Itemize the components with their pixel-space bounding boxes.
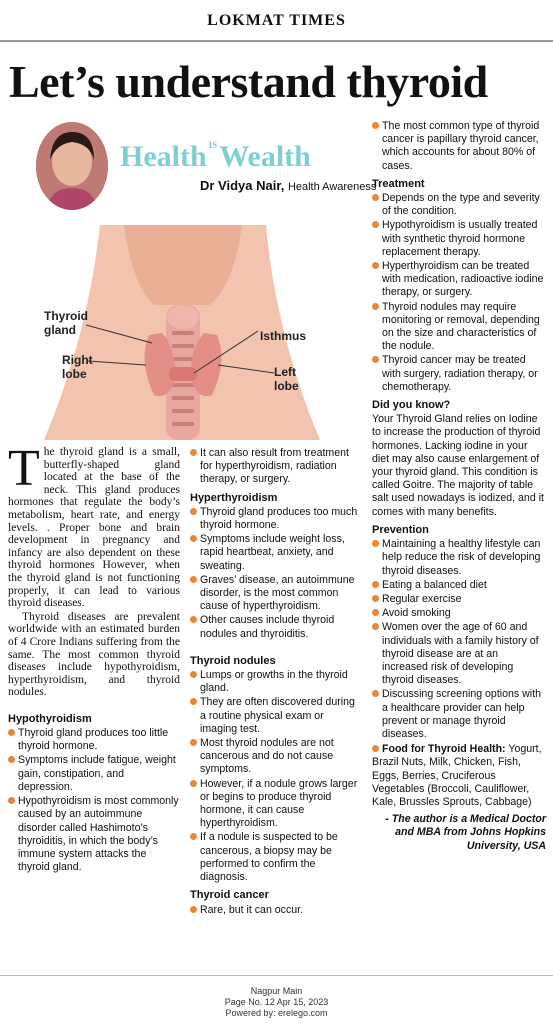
list-item: Other causes include thyroid nodules and thyroiditis. (190, 614, 362, 640)
footer-rule (0, 975, 553, 976)
list-item: Depends on the type and severity of the condition. (372, 192, 546, 218)
heading-hyperthyroidism: Hyperthyroidism (190, 491, 278, 504)
list-item: Thyroid nodules may require monitoring or removal, depending on the size and characteristics of the nodule. (372, 301, 546, 354)
masthead (0, 0, 553, 40)
bullet-icon (190, 833, 197, 840)
headline: Let’s understand thyroid (9, 56, 488, 107)
bullet-icon (190, 698, 197, 705)
list-item: It can also result from treatment for hyperthyroidism, radiation therapy, or surgery. (190, 447, 362, 487)
bullet-icon (190, 508, 197, 515)
bullet-icon (190, 535, 197, 542)
bullet-icon (190, 739, 197, 746)
footer-page: Page No. 12 Apr 15, 2023 (224, 997, 329, 1007)
list-item: Lumps or growths in the thyroid gland. (190, 669, 362, 695)
author-name: Dr Vidya Nair, (200, 178, 285, 193)
masthead-name: LOKMAT TIMES (207, 12, 346, 29)
bullet-icon (372, 581, 379, 588)
bullet-icon (372, 595, 379, 602)
bullet-icon (372, 745, 379, 752)
bullet-icon (190, 671, 197, 678)
brand-wealth: Wealth (219, 140, 311, 173)
bullet-icon (372, 356, 379, 363)
list-item: Avoid smoking (372, 607, 546, 620)
label-left-lobe: Left lobe (274, 365, 299, 393)
heading-prevention: Prevention (372, 523, 429, 536)
bullet-icon (190, 906, 197, 913)
list-item: Thyroid cancer may be treated with surgery, radiation therapy, or chemotherapy. (372, 354, 546, 394)
bullet-icon (372, 690, 379, 697)
bullet-icon (8, 797, 15, 804)
intro-text-1: he thyroid gland is a small, butterfly-shaped gland located at the base of the neck. This gland produces hormones that regulate the body’s metabolism, heart rate, and energy levels. . Proper bone and brain development in pregnancy and infancy are also dependent on these thyroid hormones However, when the thyroid gland is not functioning properly, it can lead to various thyroid diseases. (8, 446, 180, 610)
list-item: Discussing screening options with a healthcare provider can help prevent or manage thyroid diseases. (372, 688, 546, 741)
list-item: Symptoms include weight loss, rapid heartbeat, anxiety, and sweating. (190, 533, 362, 573)
label-isthmus: Isthmus (260, 329, 307, 343)
label-thyroid-gland: Thyroid gland (44, 309, 88, 337)
author-role: Health Awareness (287, 181, 377, 193)
bullet-icon (372, 609, 379, 616)
list-item: Eating a balanced diet (372, 579, 546, 592)
brand-health: Health (120, 140, 207, 173)
list-item: Graves’ disease, an autoimmune disorder, is the most common cause of hyperthyroidism. (190, 574, 362, 614)
bullet-icon (372, 540, 379, 547)
heading-thyroid-nodules: Thyroid nodules (190, 654, 276, 667)
thyroid-illustration (4, 225, 360, 440)
bullet-icon (372, 303, 379, 310)
list-item: Maintaining a healthy lifestyle can help reduce the risk of developing thyroid diseases. (372, 538, 546, 578)
article-column-2 (190, 447, 362, 918)
list-item: Hypothyroidism is most commonly caused by an autoimmune disorder called Hashimoto’s thyroiditis, in which the body’s immune system attacks the thyroid gland. (8, 795, 180, 874)
intro-paragraph (8, 440, 180, 610)
bullet-icon (372, 122, 379, 129)
footer-powered: Powered by: erelego.com (225, 1008, 328, 1018)
intro-text-2: Thyroid diseases are prevalent worldwide with an estimated burden of 4 Crore Indians suffering from the same. The most common thyroid diseases include hypothyroidism, hyperthyroidism, and thyroid nodules. (8, 610, 180, 699)
heading-thyroid-cancer: Thyroid cancer (190, 889, 269, 902)
article-column-1 (8, 440, 180, 875)
heading-treatment: Treatment (372, 177, 425, 190)
list-item: If a nodule is suspected to be cancerous, a biopsy may be performed to confirm the diagnosis. (190, 831, 362, 884)
list-item: Rare, but it can occur. (190, 904, 362, 917)
bullet-icon (8, 729, 15, 736)
heading-did-you-know: Did you know? (372, 399, 451, 412)
column-brand (120, 140, 311, 174)
list-item: Symptoms include fatigue, weight gain, constipation, and depression. (8, 754, 180, 794)
list-item: Thyroid gland produces too little thyroid hormone. (8, 727, 180, 753)
footer-edition: Nagpur Main (250, 986, 303, 996)
list-item: The most common type of thyroid cancer is papillary thyroid cancer, which accounts for about 80% of cases. (372, 120, 546, 173)
list-item: Most thyroid nodules are not cancerous and do not cause symptoms. (190, 737, 362, 777)
bullet-icon (372, 221, 379, 228)
label-right-lobe: Right lobe (62, 353, 93, 381)
list-item: However, if a nodule grows larger or begins to produce thyroid hormone, it can cause hyperthyroidism. (190, 778, 362, 831)
food-section (372, 743, 546, 809)
list-item: They are often discovered during a routine physical exam or imaging test. (190, 696, 362, 736)
article-column-3 (372, 120, 546, 854)
brand-is: IS (208, 140, 218, 150)
masthead-rule (0, 40, 553, 42)
bullet-icon (190, 449, 197, 456)
list-item: Thyroid gland produces too much thyroid hormone. (190, 506, 362, 532)
author-photo (36, 122, 108, 210)
author-signoff: - The author is a Medical Doctor and MBA from Johns Hopkins University, USA (385, 813, 546, 852)
dropcap: T (8, 440, 40, 497)
list-item: Hyperthyroidism can be treated with medication, radioactive iodine therapy, or surgery. (372, 260, 546, 300)
bullet-icon (372, 262, 379, 269)
bullet-icon (372, 623, 379, 630)
heading-food: Food for Thyroid Health: (382, 743, 506, 756)
list-item: Women over the age of 60 and individuals with a family history of thyroid disease are at an increased risk of developing thyroid diseases. (372, 621, 546, 687)
heading-hypothyroidism: Hypothyroidism (8, 712, 92, 725)
bullet-icon (190, 616, 197, 623)
list-item: Regular exercise (372, 593, 546, 606)
list-item: Hypothyroidism is usually treated with synthetic thyroid hormone replacement therapy. (372, 219, 546, 259)
did-you-know-text: Your Thyroid Gland relies on Iodine to increase the production of thyroid hormones. Lacking iodine in your diet may also cause enlargement of your thyroid gland. This condition is called Goitre. The majority of table salt used nowadays is iodized, and it comes with many benefits. (372, 413, 544, 518)
bullet-icon (8, 756, 15, 763)
bullet-icon (190, 780, 197, 787)
bullet-icon (372, 194, 379, 201)
byline (200, 178, 376, 193)
food-text: Yogurt, Brazil Nuts, Milk, Chicken, Fish, Eggs, Berries, Cruciferous Vegetables (Broccoli, Cauliflower, Kale, Brussles Sprouts, Cabbage) (372, 743, 542, 808)
bullet-icon (190, 576, 197, 583)
